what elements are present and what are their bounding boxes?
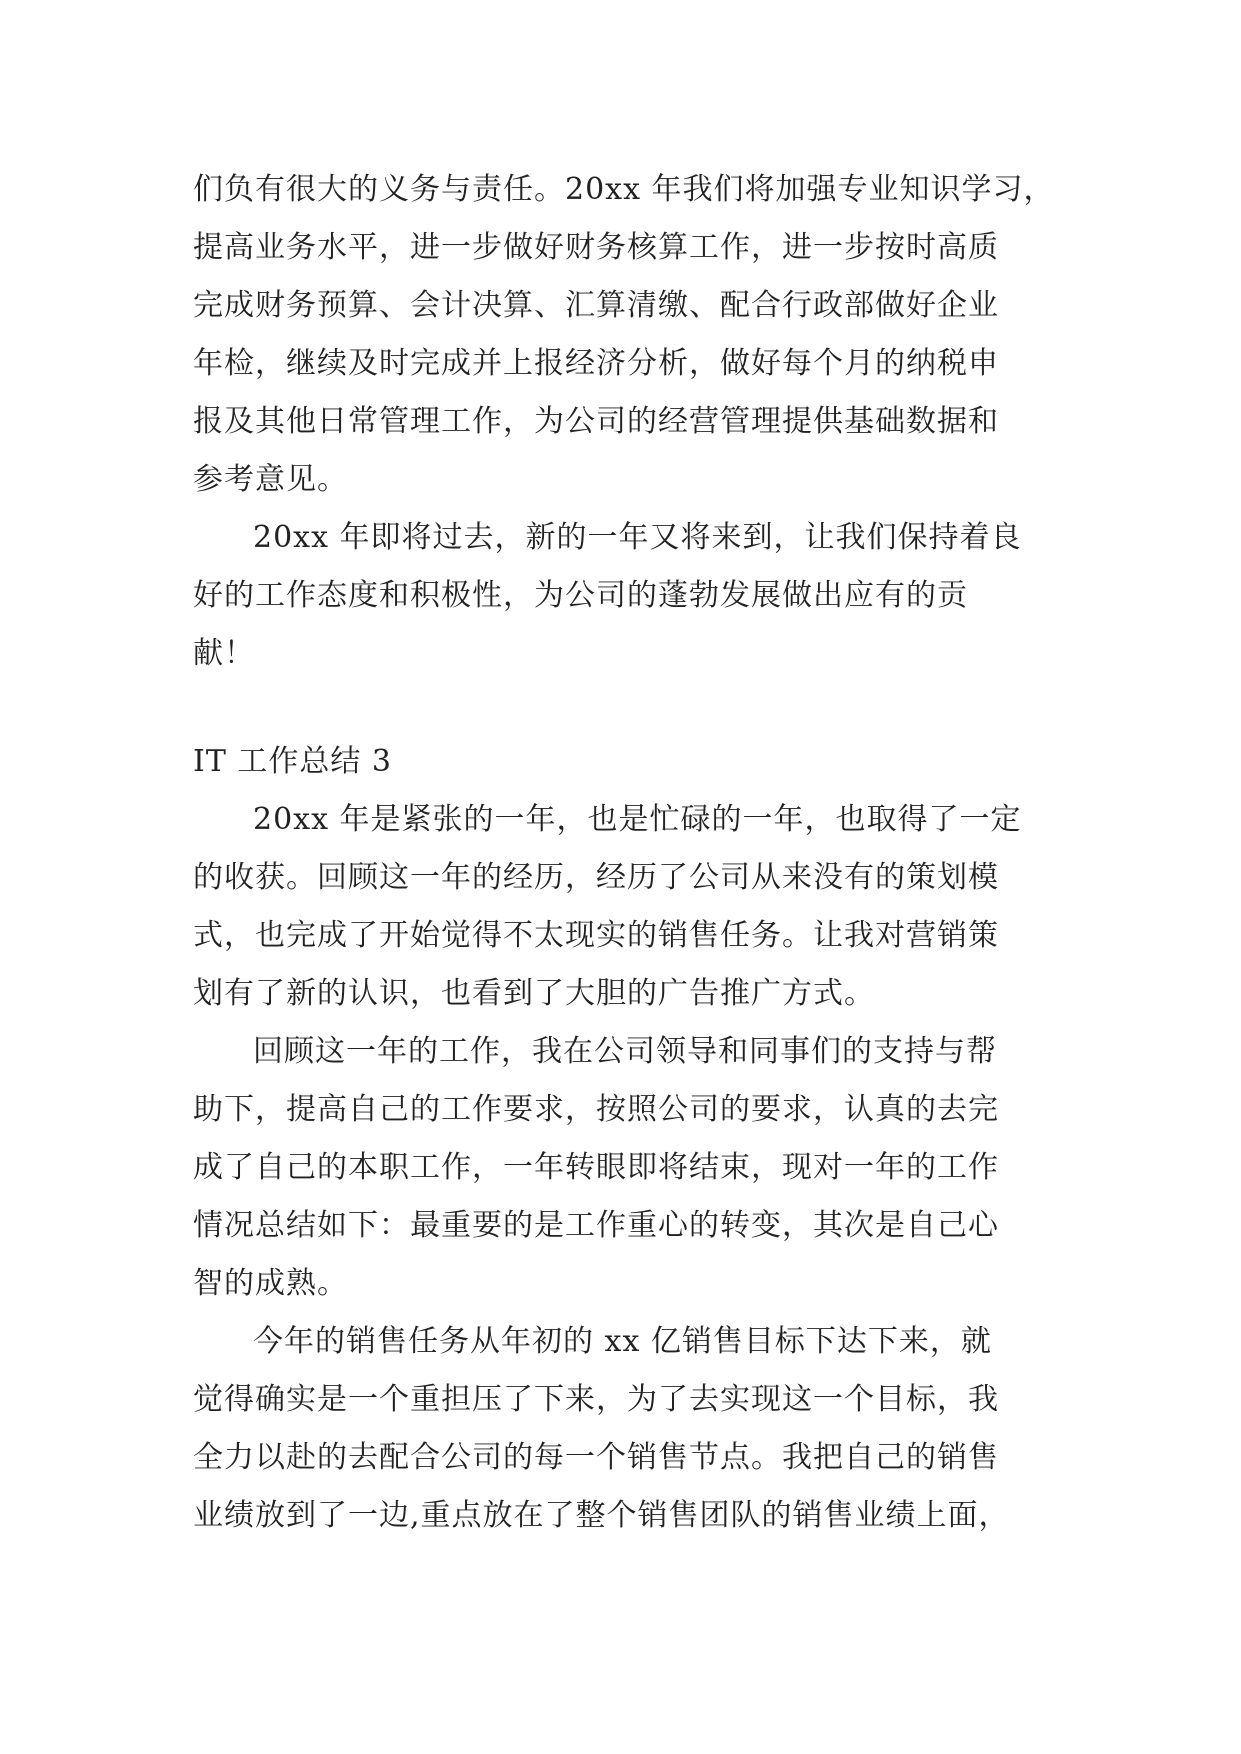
text-line: 提高业务水平，进一步做好财务核算工作，进一步按时高质 bbox=[193, 230, 999, 265]
text-line: 今年的销售任务从年初的 xx 亿销售目标下达下来，就 bbox=[253, 1324, 992, 1359]
text-line: 全力以赴的去配合公司的每一个销售节点。我把自己的销售 bbox=[193, 1440, 999, 1475]
text-line: 业绩放到了一边,重点放在了整个销售团队的销售业绩上面， bbox=[193, 1498, 1010, 1533]
text-line: 好的工作态度和积极性，为公司的蓬勃发展做出应有的贡 bbox=[193, 578, 968, 613]
text-line: 划有了新的认识，也看到了大胆的广告推广方式。 bbox=[193, 976, 875, 1011]
text-line: 情况总结如下：最重要的是工作重心的转变，其次是自己心 bbox=[193, 1208, 999, 1243]
text-line: 献！ bbox=[193, 636, 255, 671]
text-line: 们负有很大的义务与责任。20xx 年我们将加强专业知识学习， bbox=[193, 172, 1055, 207]
text-line: 20xx 年是紧张的一年，也是忙碌的一年，也取得了一定 bbox=[253, 802, 1022, 837]
text-line: 的收获。回顾这一年的经历，经历了公司从来没有的策划模 bbox=[193, 860, 999, 895]
section-heading: IT 工作总结 3 bbox=[193, 744, 393, 779]
text-line: 成了自己的本职工作，一年转眼即将结束，现对一年的工作 bbox=[193, 1150, 999, 1185]
text-line: 智的成熟。 bbox=[193, 1266, 348, 1301]
text-line: 报及其他日常管理工作，为公司的经营管理提供基础数据和 bbox=[193, 404, 999, 439]
text-line: 觉得确实是一个重担压了下来，为了去实现这一个目标，我 bbox=[193, 1382, 999, 1417]
text-line: 完成财务预算、会计决算、汇算清缴、配合行政部做好企业 bbox=[193, 288, 999, 323]
text-line: 参考意见。 bbox=[193, 462, 348, 497]
text-line: 助下，提高自己的工作要求，按照公司的要求，认真的去完 bbox=[193, 1092, 999, 1127]
text-line: 回顾这一年的工作，我在公司领导和同事们的支持与帮 bbox=[253, 1034, 997, 1069]
text-line: 式，也完成了开始觉得不太现实的销售任务。让我对营销策 bbox=[193, 918, 999, 953]
text-line: 20xx 年即将过去，新的一年又将来到，让我们保持着良 bbox=[253, 520, 1022, 555]
text-line: 年检，继续及时完成并上报经济分析，做好每个月的纳税申 bbox=[193, 346, 999, 381]
